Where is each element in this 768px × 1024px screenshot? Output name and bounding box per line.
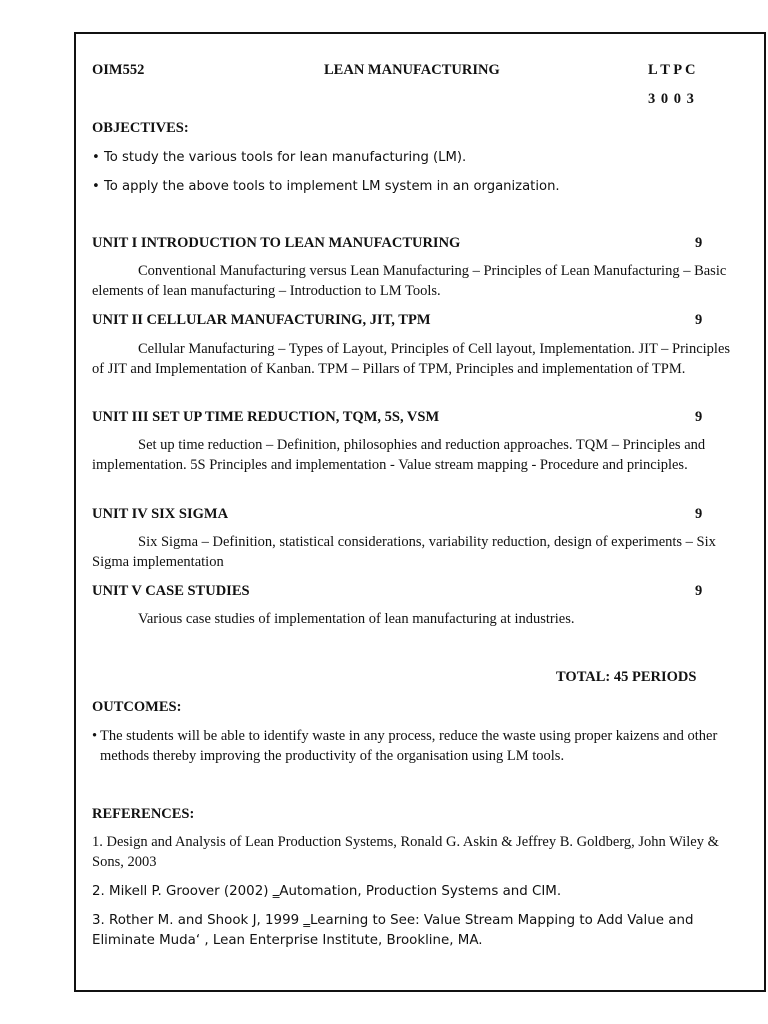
reference-item: 2. Mikell P. Groover (2002) ‗Automation, Production Systems and CIM. <box>92 884 562 899</box>
unit-title: UNIT II CELLULAR MANUFACTURING, JIT, TPM <box>92 312 431 328</box>
course-title: LEAN MANUFACTURING <box>324 62 500 78</box>
objective-item: • To study the various tools for lean manufacturing (LM). <box>92 150 467 165</box>
unit-hours: 9 <box>695 312 703 328</box>
unit-title: UNIT III SET UP TIME REDUCTION, TQM, 5S, VSM <box>92 409 440 425</box>
unit-content: Cellular Manufacturing – Types of Layout, Principles of Cell layout, Implementation. JIT – Principles of JIT and Implementation of Kanban. TPM – Pillars of TPM, Principles and implementation of TPM. <box>92 341 731 377</box>
unit-hours: 9 <box>695 409 703 425</box>
unit-content: Various case studies of implementation of lean manufacturing at industries. <box>138 611 575 627</box>
course-code: OIM552 <box>92 62 145 78</box>
total-periods: TOTAL: 45 PERIODS <box>556 669 697 685</box>
unit-hours: 9 <box>695 235 703 251</box>
unit-content: Set up time reduction – Definition, philosophies and reduction approaches. TQM – Principles and implementation. 5S Principles and implementation - Value stream mapping - Procedure and principles. <box>92 437 706 473</box>
bullet-icon: • <box>92 728 98 744</box>
outcome-item <box>92 727 732 766</box>
unit-content: Six Sigma – Definition, statistical considerations, variability reduction, design of experiments – Six Sigma implementation <box>92 534 716 570</box>
reference-item: 3. Rother M. and Shook J, 1999 ‗Learning to See: Value Stream Mapping to Add Value and Eliminate Muda‘ , Lean Enterprise Institute, Brookline, MA. <box>92 913 694 948</box>
objectives-heading: OBJECTIVES: <box>92 120 189 136</box>
reference-item: 1. Design and Analysis of Lean Production Systems, Ronald G. Askin & Jeffrey B. Goldberg, John Wiley & Sons, 2003 <box>92 834 719 870</box>
unit-hours: 9 <box>695 583 703 599</box>
unit-title: UNIT IV SIX SIGMA <box>92 506 229 522</box>
objective-item: • To apply the above tools to implement LM system in an organization. <box>92 179 560 194</box>
unit-hours: 9 <box>695 506 703 522</box>
unit-content: Conventional Manufacturing versus Lean Manufacturing – Principles of Lean Manufacturing – Basic elements of lean manufacturing – Introduction to LM Tools. <box>92 263 727 299</box>
ltpc-values: 3 0 0 3 <box>648 91 694 107</box>
references-heading: REFERENCES: <box>92 806 195 822</box>
unit-title: UNIT V CASE STUDIES <box>92 583 250 599</box>
outcome-text: The students will be able to identify waste in any process, reduce the waste using proper kaizens and other methods thereby improving the productivity of the organisation using LM tools. <box>100 728 718 764</box>
outcomes-heading: OUTCOMES: <box>92 699 182 715</box>
ltpc-label: L T P C <box>648 62 696 78</box>
unit-title: UNIT I INTRODUCTION TO LEAN MANUFACTURING <box>92 235 461 251</box>
